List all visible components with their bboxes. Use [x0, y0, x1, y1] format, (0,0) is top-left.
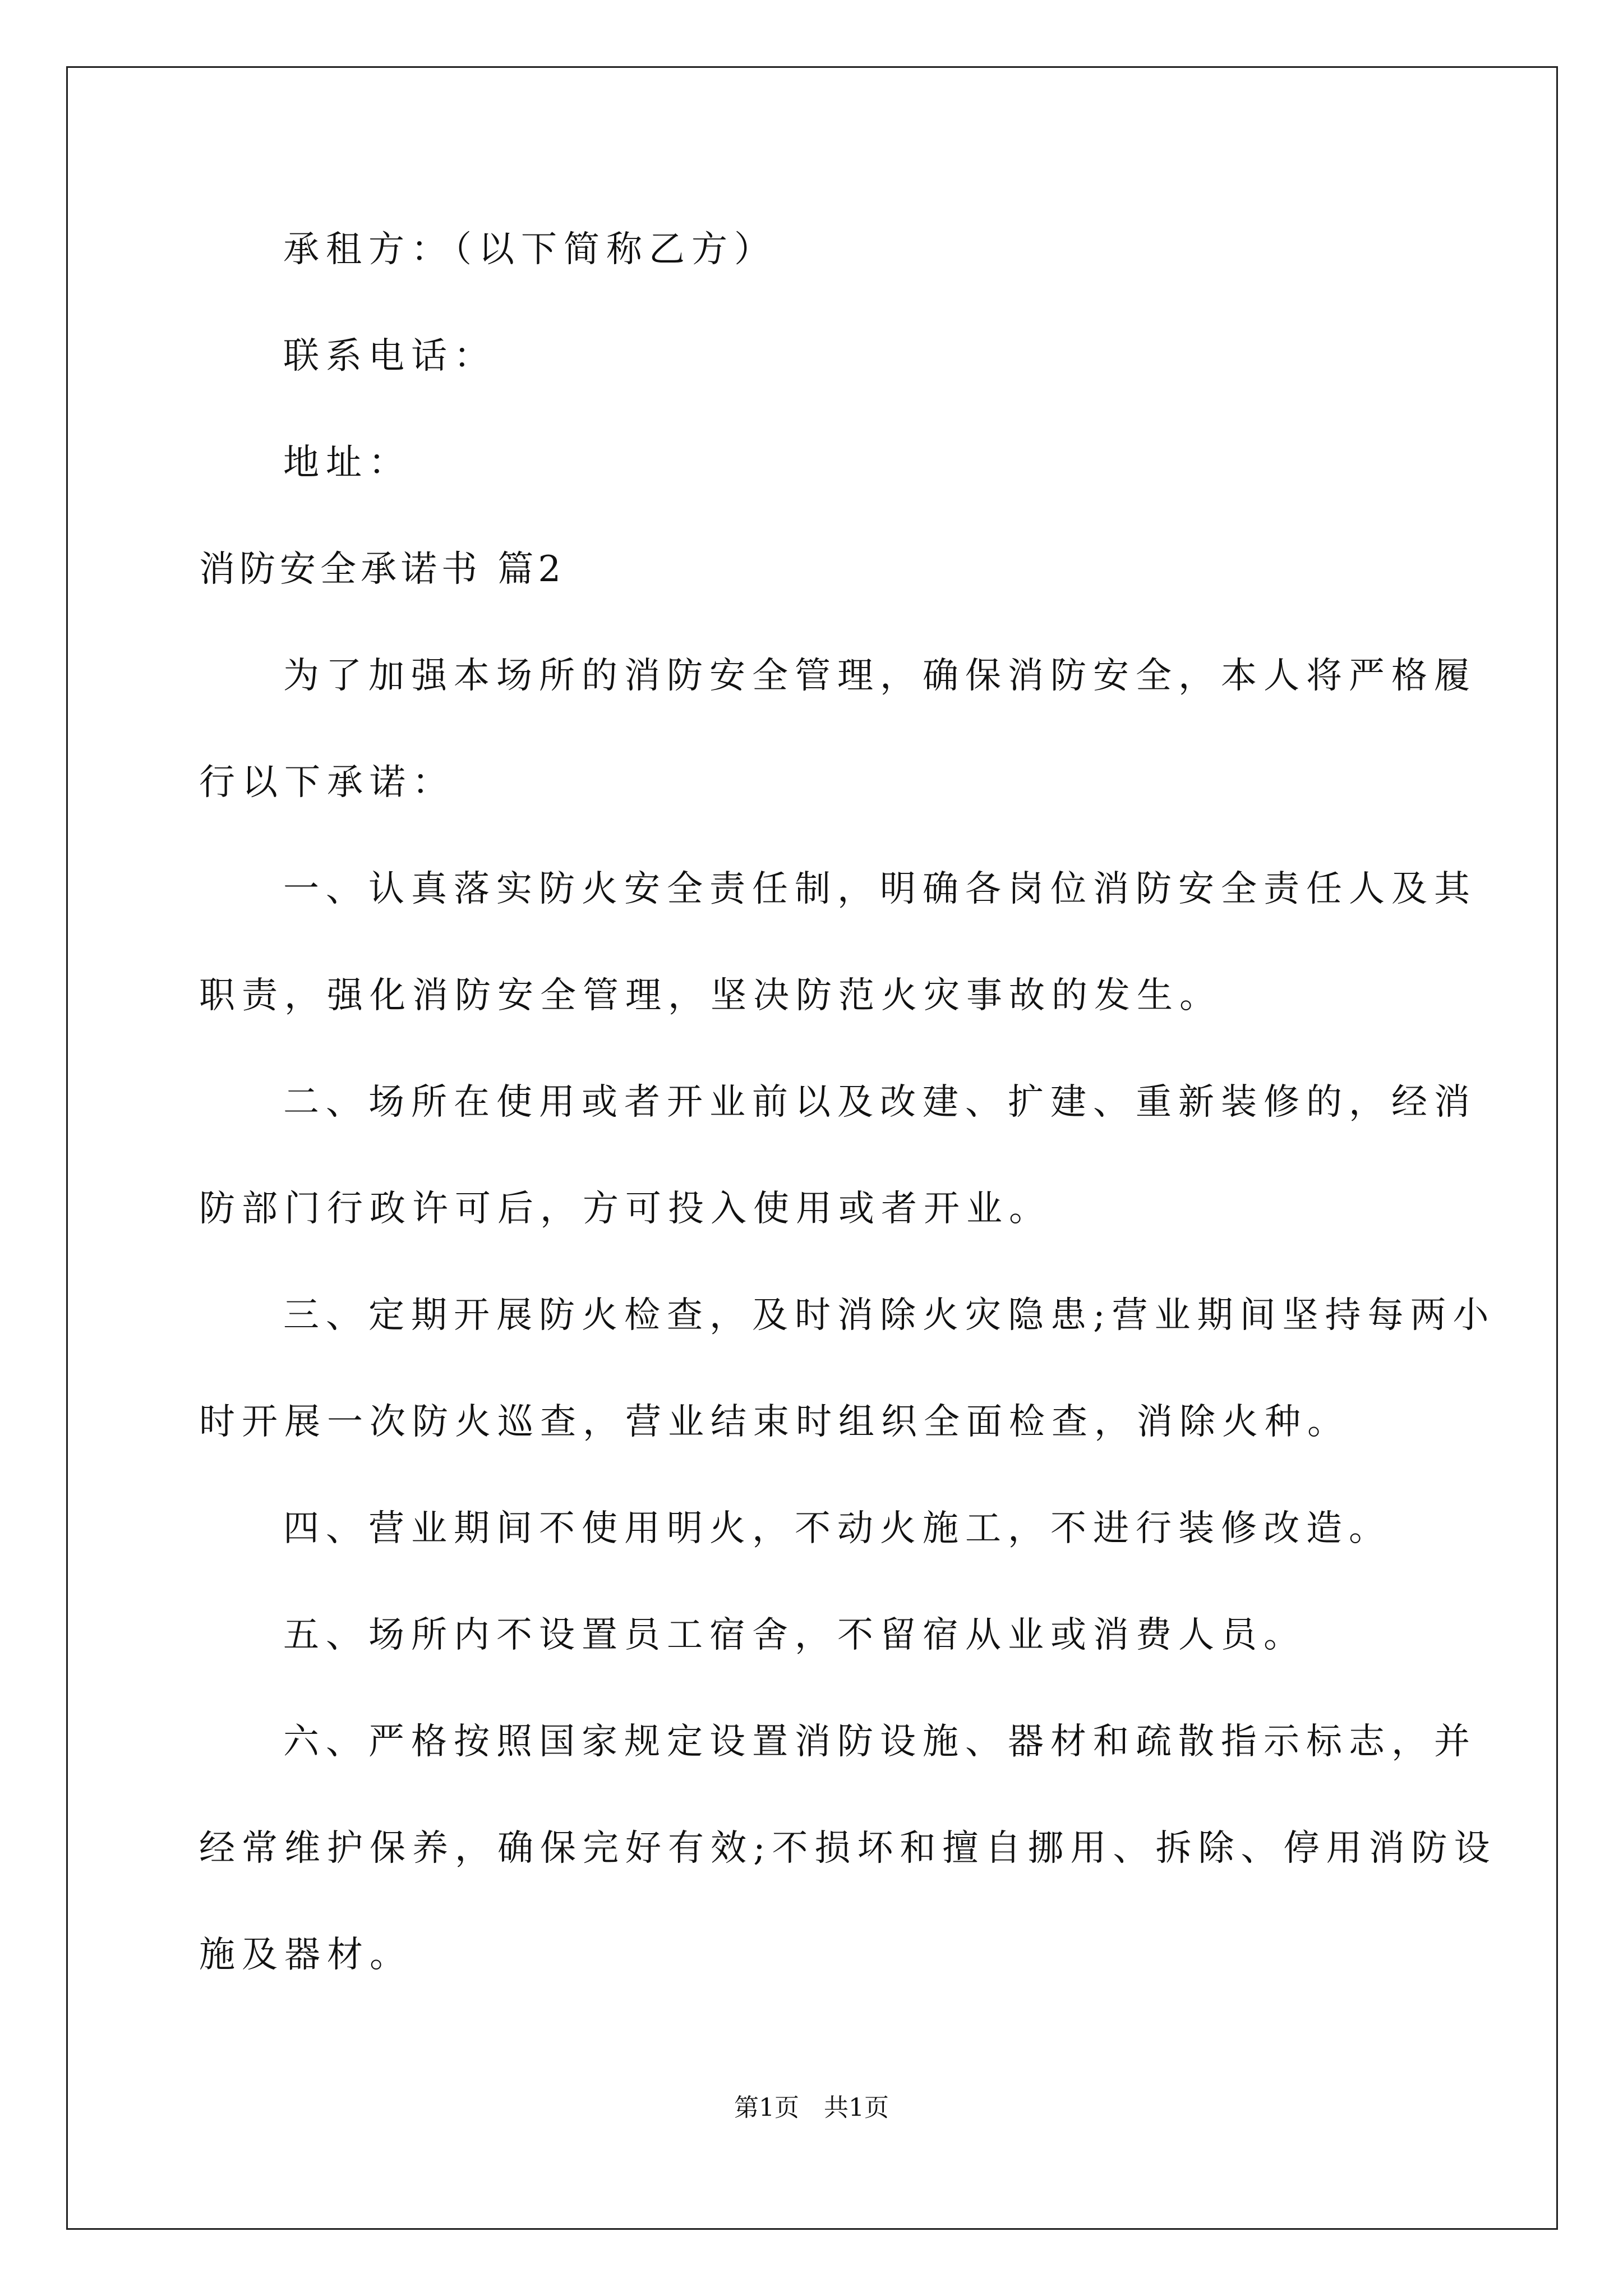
- page-footer: 第1页 共1页: [734, 2093, 889, 2122]
- section-heading: 消防安全承诺书 篇2: [199, 549, 566, 590]
- paragraph-line: 四、营业期间不使用明火，不动火施工，不进行装修改造。: [283, 1508, 1391, 1549]
- paragraph-line: 一、认真落实防火安全责任制，明确各岗位消防安全责任人及其: [283, 868, 1477, 910]
- paragraph-line: 施及器材。: [199, 1934, 412, 1976]
- paragraph-line: 为了加强本场所的消防安全管理，确保消防安全，本人将严格履: [283, 655, 1477, 697]
- paragraph-line: 经常维护保养，确保完好有效;不损坏和擅自挪用、拆除、停用消防设: [199, 1828, 1497, 1869]
- lessee-line: 承租方：（以下简称乙方）: [283, 229, 777, 270]
- page-border: [66, 66, 1558, 2230]
- paragraph-line: 防部门行政许可后，方可投入使用或者开业。: [199, 1188, 1052, 1230]
- paragraph-line: 二、场所在使用或者开业前以及改建、扩建、重新装修的，经消: [283, 1082, 1477, 1123]
- phone-line: 联系电话：: [283, 335, 496, 377]
- paragraph-line: 六、严格按照国家规定设置消防设施、器材和疏散指示标志，并: [283, 1721, 1477, 1763]
- paragraph-line: 职责，强化消防安全管理，坚决防范火灾事故的发生。: [199, 975, 1222, 1016]
- paragraph-line: 时开展一次防火巡查，营业结束时组织全面检查，消除火种。: [199, 1401, 1350, 1443]
- paragraph-line: 三、定期开展防火检查，及时消除火灾隐患;营业期间坚持每两小: [283, 1295, 1496, 1336]
- address-line: 地址：: [283, 442, 411, 484]
- paragraph-line: 行以下承诺：: [199, 762, 455, 803]
- paragraph-line: 五、场所内不设置员工宿舍，不留宿从业或消费人员。: [283, 1614, 1306, 1656]
